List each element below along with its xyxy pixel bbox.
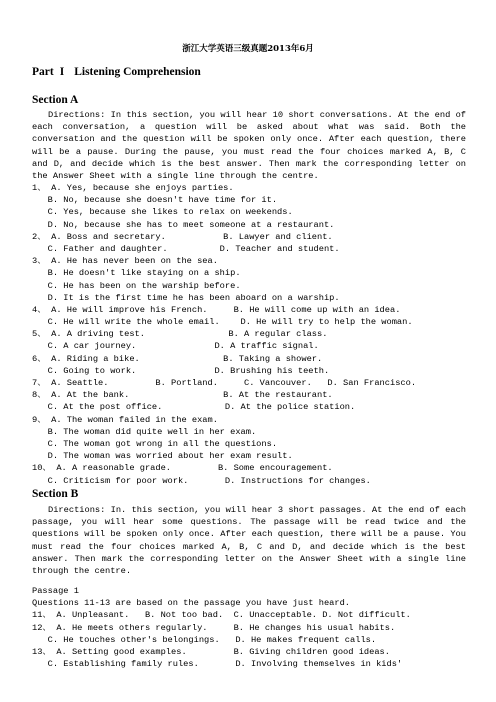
part-heading [32,66,201,78]
section-a-directions: Directions: In this section, you will hear 10 short conversations. At the end of each conversation, a question will be asked about what was said. Both the conversation and the question will be spoken only once. After each question, there will be a pause. During the pause, you must read the four choices marked A, B, C and D, and decide which is the best answer. Then mark the corresponding letter on the Answer Sheet with a single line through the centre. [32,110,466,182]
question-line: 6、 A. Riding a bike. B. Taking a shower. [32,353,323,364]
section-b-questions [32,585,472,670]
part-roman-numeral: I [59,66,65,78]
exam-title: 浙江大学英语三级真题2013年6月 [182,44,314,54]
question-line: D. The woman was worried about her exam result. [32,451,293,462]
question-line: C. Going to work. D. Brushing his teeth. [32,365,330,376]
question-line: C. At the post office. D. At the police station. [32,402,356,413]
question-line: C. Criticism for poor work. D. Instructions for changes. [32,475,371,486]
part-word: Part [32,66,54,78]
question-line: C. Yes, because she likes to relax on weekends. [32,207,293,218]
question-line: C. The woman got wrong in all the questions. [32,438,278,449]
question-line: Questions 11-13 are based on the passage you have just heard. [32,598,351,609]
question-line: C. He has been on the warship before. [32,280,241,291]
question-line: C. Father and daughter. D. Teacher and student. [32,243,340,254]
passage-label: Passage 1 [32,586,79,596]
question-line: 1、 A. Yes, because she enjoys parties. [32,183,234,193]
part-name: Listening Comprehension [74,66,201,78]
section-a-questions [32,182,472,487]
question-line: 7、 A. Seattle. B. Portland. C. Vancouver. D. San Francisco. [32,378,417,388]
question-line: C. He will write the whole email. D. He will try to help the woman. [32,317,413,328]
question-line: C. Establishing family rules. D. Involving themselves in kids' [32,659,403,670]
question-line: C. A car journey. D. A traffic signal. [32,341,319,352]
question-line: D. It is the first time he has been aboard on a warship. [32,292,340,303]
question-line: 2、 A. Boss and secretary. B. Lawyer and client. [32,231,333,242]
question-line: B. He doesn't like staying on a ship. [32,268,241,279]
question-line: 9、 A. The woman failed in the exam. [32,414,218,425]
question-line: 3、 A. He has never been on the sea. [32,256,218,267]
section-b-directions: Directions: In. this section, you will hear 3 short passages. At the end of each passage, you will hear some questions. The passage will be read twice and the questions will be spoken only once. After each question, there will be a pause. You must read the four choices marked A, B, C and D, and decide which is the best answer. Then mark the corresponding letter on the Answer Sheet with a single line through the centre. [32,505,466,577]
question-line: B. The woman did quite well in her exam. [32,426,257,437]
question-line: C. He touches other's belongings. D. He makes frequent calls. [32,634,377,645]
question-line: B. No, because she doesn't have time for it. [32,195,278,206]
question-line: 12、 A. He meets others regularly. B. He changes his usual habits. [32,622,396,633]
question-line: 5、 A. A driving test. B. A regular class. [32,329,328,340]
question-line: 4、 A. He will improve his French. B. He will come up with an idea. [32,304,401,315]
question-line: 10、 A. A reasonable grade. B. Some encouragement. [32,463,333,474]
section-b-heading: Section B [32,488,79,500]
section-a-heading: Section A [32,94,79,106]
question-line: D. No, because she has to meet someone at a restaurant. [32,219,335,230]
question-line: 8、 A. At the bank. B. At the restaurant. [32,390,333,401]
question-line: 13、 A. Setting good examples. B. Giving children good ideas. [32,646,390,657]
question-line: 11、 A. Unpleasant. B. Not too bad. C. Unacceptable. D. Not difficult. [32,610,411,621]
